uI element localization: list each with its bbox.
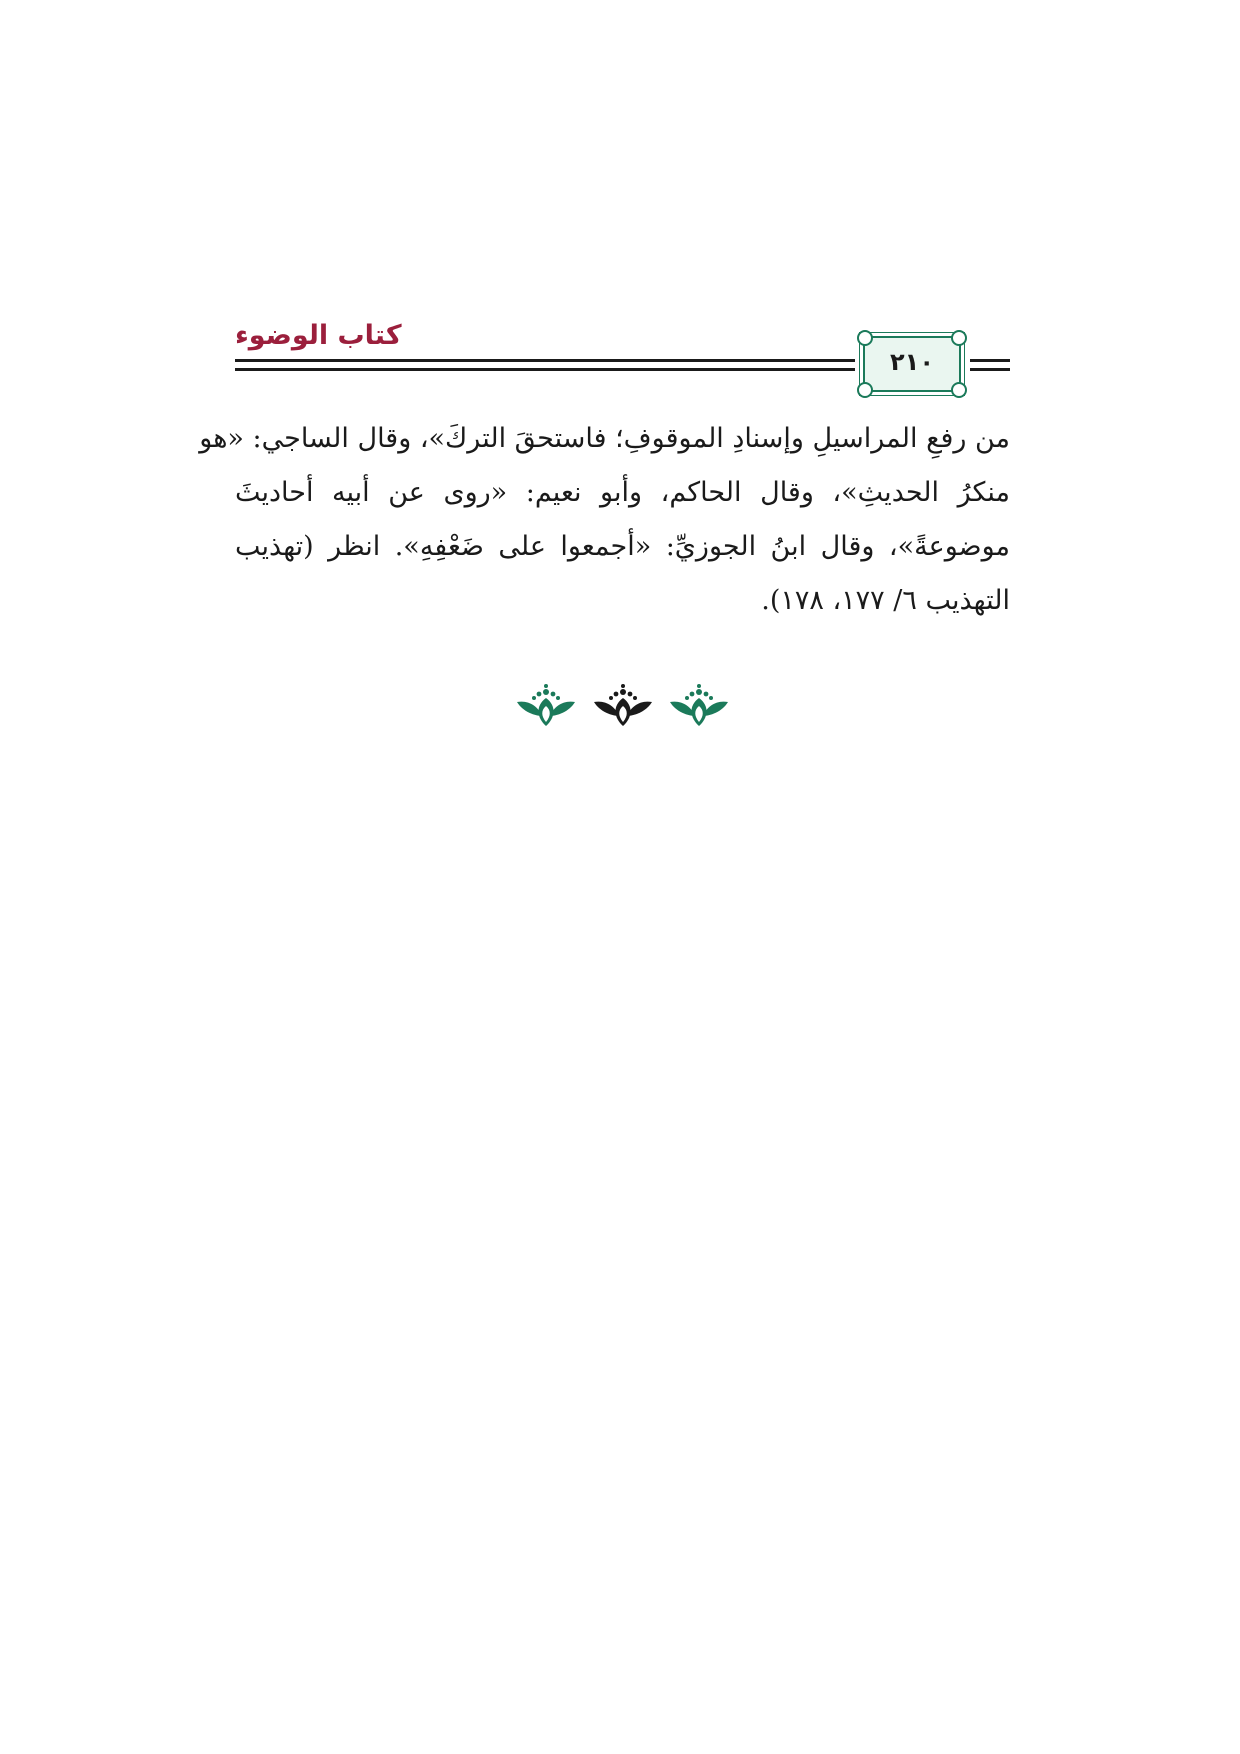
text-line: موضوعةً»، وقال ابنُ الجوزيِّ: «أجمعوا على ضَعْفِهِ». انظر (تهذيب (235, 531, 1010, 562)
text-line: من رفعِ المراسيلِ وإسنادِ الموقوفِ؛ فاستحقَ التركَ»، وقال الساجي: «هو (199, 423, 1010, 454)
page-number-frame (863, 336, 961, 392)
section-end-ornaments (515, 680, 730, 730)
frame-corner-icon (857, 382, 873, 398)
footnote-text (199, 412, 1010, 628)
flower-ornament-icon (668, 682, 730, 728)
header-rule-top (235, 359, 855, 362)
frame-corner-icon (951, 330, 967, 346)
text-line: منكرُ الحديثِ»، وقال الحاكم، وأبو نعيم: «روى عن أبيه أحاديثَ (235, 477, 1010, 508)
frame-corner-icon (857, 330, 873, 346)
page-header (235, 316, 1010, 386)
header-rule-right-bottom (970, 368, 1010, 371)
frame-corner-icon (951, 382, 967, 398)
page-number: ٢١٠ (890, 348, 934, 376)
text-line: التهذيب ٦/ ١٧٧، ١٧٨). (761, 585, 1010, 616)
flower-ornament-icon (515, 682, 577, 728)
header-rule-bottom (235, 368, 855, 371)
book-title: كتاب الوضوء (235, 320, 402, 351)
header-rule-right-top (970, 359, 1010, 362)
flower-ornament-icon (592, 682, 654, 728)
